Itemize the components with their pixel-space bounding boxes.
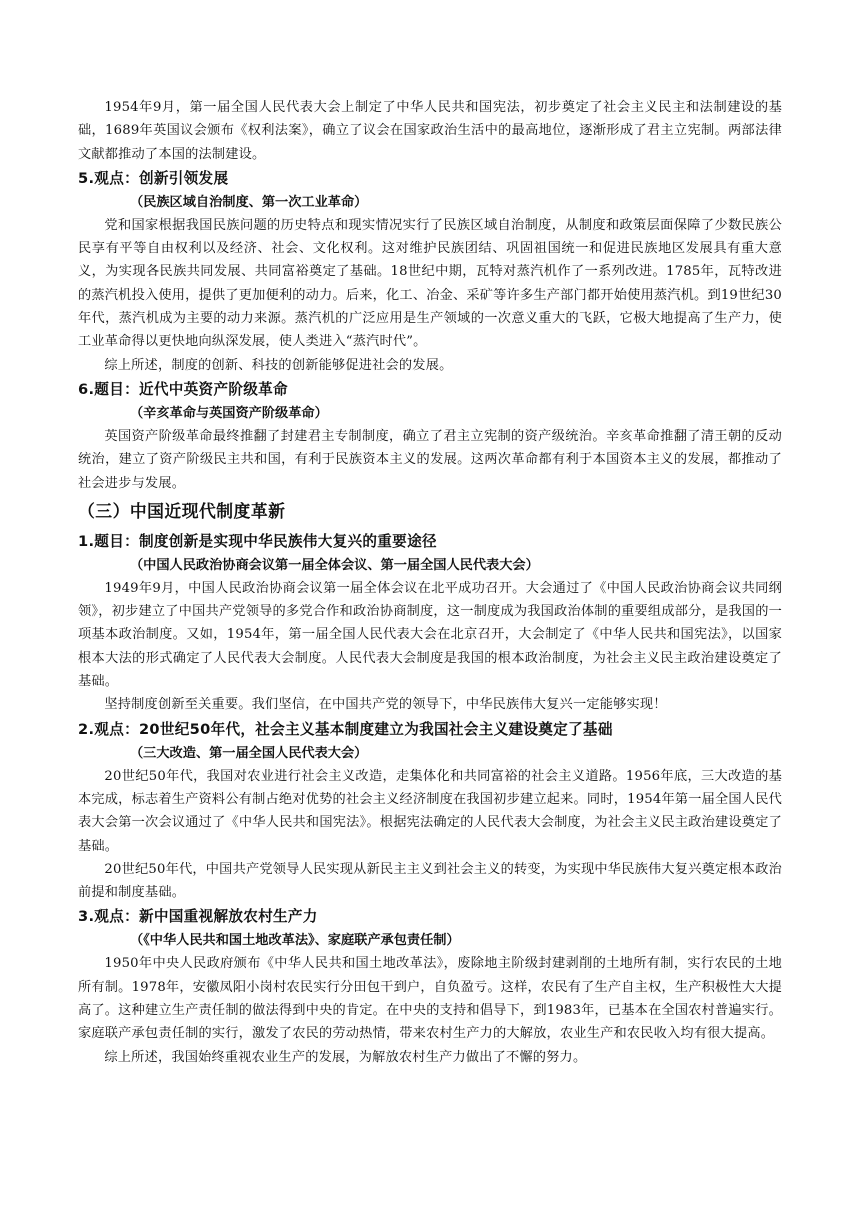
item6-heading: 6.题目：近代中英资产阶级革命 [78, 380, 288, 398]
section3-title: （三）中国近现代制度革新 [78, 500, 286, 521]
s3-item2-paragraph-1: 20世纪50年代，我国对农业进行社会主义改造，走集体化和共同富裕的社会主义道路。1956年底，三大改造的基本完成，标志着生产资料公有制占绝对优势的社会主义经济制度在我国初步建立起来。同时，1954年第一届全国人民代表大会第一次会议通过了《中华人民共和国宪法》。根据宪法确定的人民代表大会制度，为社会主义民主政治建设奠定了基础。 [78, 768, 782, 854]
item5-subtitle: （民族区域自治制度、第一次工业革命） [130, 194, 368, 210]
item5-paragraph-1: 党和国家根据我国民族问题的历史特点和现实情况实行了民族区域自治制度，从制度和政策层面保障了少数民族公民享有平等自由权利以及经济、社会、文化权利。这对维护民族团结、巩固祖国统一和促进民族地区发展具有重大意义，为实现各民族共同发展、共同富裕奠定了基础。18世纪中期，瓦特对蒸汽机作了一系列改进。1785年，瓦特改进的蒸汽机投入使用，提供了更加便利的动力。后来，化工、冶金、采矿等许多生产部门都开始使用蒸汽机。到19世纪30年代，蒸汽机成为主要的动力来源。蒸汽机的广泛应用是生产领域的一次意义重大的飞跃，它极大地提高了生产力，使工业革命得以更快地向纵深发展，使人类进入“蒸汽时代”。 [78, 217, 782, 350]
s3-item1-paragraph-1: 1949年9月，中国人民政治协商会议第一届全体会议在北平成功召开。大会通过了《中国人民政治协商会议共同纲领》，初步建立了中国共产党领导的多党合作和政治协商制度，这一制度成为我国政治体制的重要组成部分，是我国的一项基本政治制度。又如，1954年，第一届全国人民代表大会在北京召开，大会制定了《中华人民共和国宪法》，以国家根本大法的形式确定了人民代表大会制度。人民代表大会制度是我国的根本政治制度，为社会主义民主政治建设奠定了基础。 [78, 580, 782, 690]
s3-item2-heading: 2.观点：20世纪50年代，社会主义基本制度建立为我国社会主义建设奠定了基础 [78, 720, 613, 738]
intro-paragraph: 1954年9月，第一届全国人民代表大会上制定了中华人民共和国宪法，初步奠定了社会主义民主和法制建设的基础，1689年英国议会颁布《权利法案》，确立了议会在国家政治生活中的最高地位，逐渐形成了君主立宪制。两部法律文献都推动了本国的法制建设。 [78, 100, 782, 162]
s3-item1-heading: 1.题目：制度创新是实现中华民族伟大复兴的重要途径 [78, 532, 437, 550]
s3-item3-subtitle: （《中华人民共和国土地改革法》、家庭联产承包责任制） [130, 933, 460, 949]
s3-item2-paragraph-2: 20世纪50年代，中国共产党领导人民实现从新民主主义到社会主义的转变，为实现中华民族伟大复兴奠定根本政治前提和制度基础。 [78, 861, 782, 901]
s3-item1-paragraph-2: 坚持制度创新至关重要。我们坚信，在中国共产党的领导下，中华民族伟大复兴一定能够实现！ [104, 697, 667, 713]
s3-item2-subtitle: （三大改造、第一届全国人民代表大会） [130, 745, 368, 761]
item5-heading: 5.观点：创新引领发展 [78, 169, 229, 187]
item6-subtitle: （辛亥革命与英国资产阶级革命） [130, 405, 328, 421]
s3-item3-heading: 3.观点：新中国重视解放农村生产力 [78, 908, 318, 926]
s3-item1-subtitle: （中国人民政治协商会议第一届全体会议、第一届全国人民代表大会） [130, 557, 539, 573]
s3-item3-paragraph-2: 综上所述，我国始终重视农业生产的发展，为解放农村生产力做出了不懈的努力。 [104, 1049, 587, 1065]
item6-paragraph-1: 英国资产阶级革命最终推翻了封建君主专制制度，确立了君主立宪制的资产级统治。辛亥革命推翻了清王朝的反动统治，建立了资产阶级民主共和国，有利于民族资本主义的发展。这两次革命都有利于本国资本主义的发展，都推动了社会进步与发展。 [78, 428, 782, 491]
item5-paragraph-2: 综上所述，制度的创新、科技的创新能够促进社会的发展。 [104, 357, 453, 373]
s3-item3-paragraph-1: 1950年中央人民政府颁布《中华人民共和国土地改革法》，废除地主阶级封建剥削的土地所有制，实行农民的土地所有制。1978年，安徽凤阳小岗村农民实行分田包干到户，自负盈亏。这样，农民有了生产自主权，生产积极性大大提高了。这种建立生产责任制的做法得到中央的肯定。在中央的支持和倡导下，到1983年，已基本在全国农村普遍实行。家庭联产承包责任制的实行，激发了农民的劳动热情，带来农村生产力的大解放，农业生产和农民收入均有很大提高。 [78, 956, 782, 1042]
